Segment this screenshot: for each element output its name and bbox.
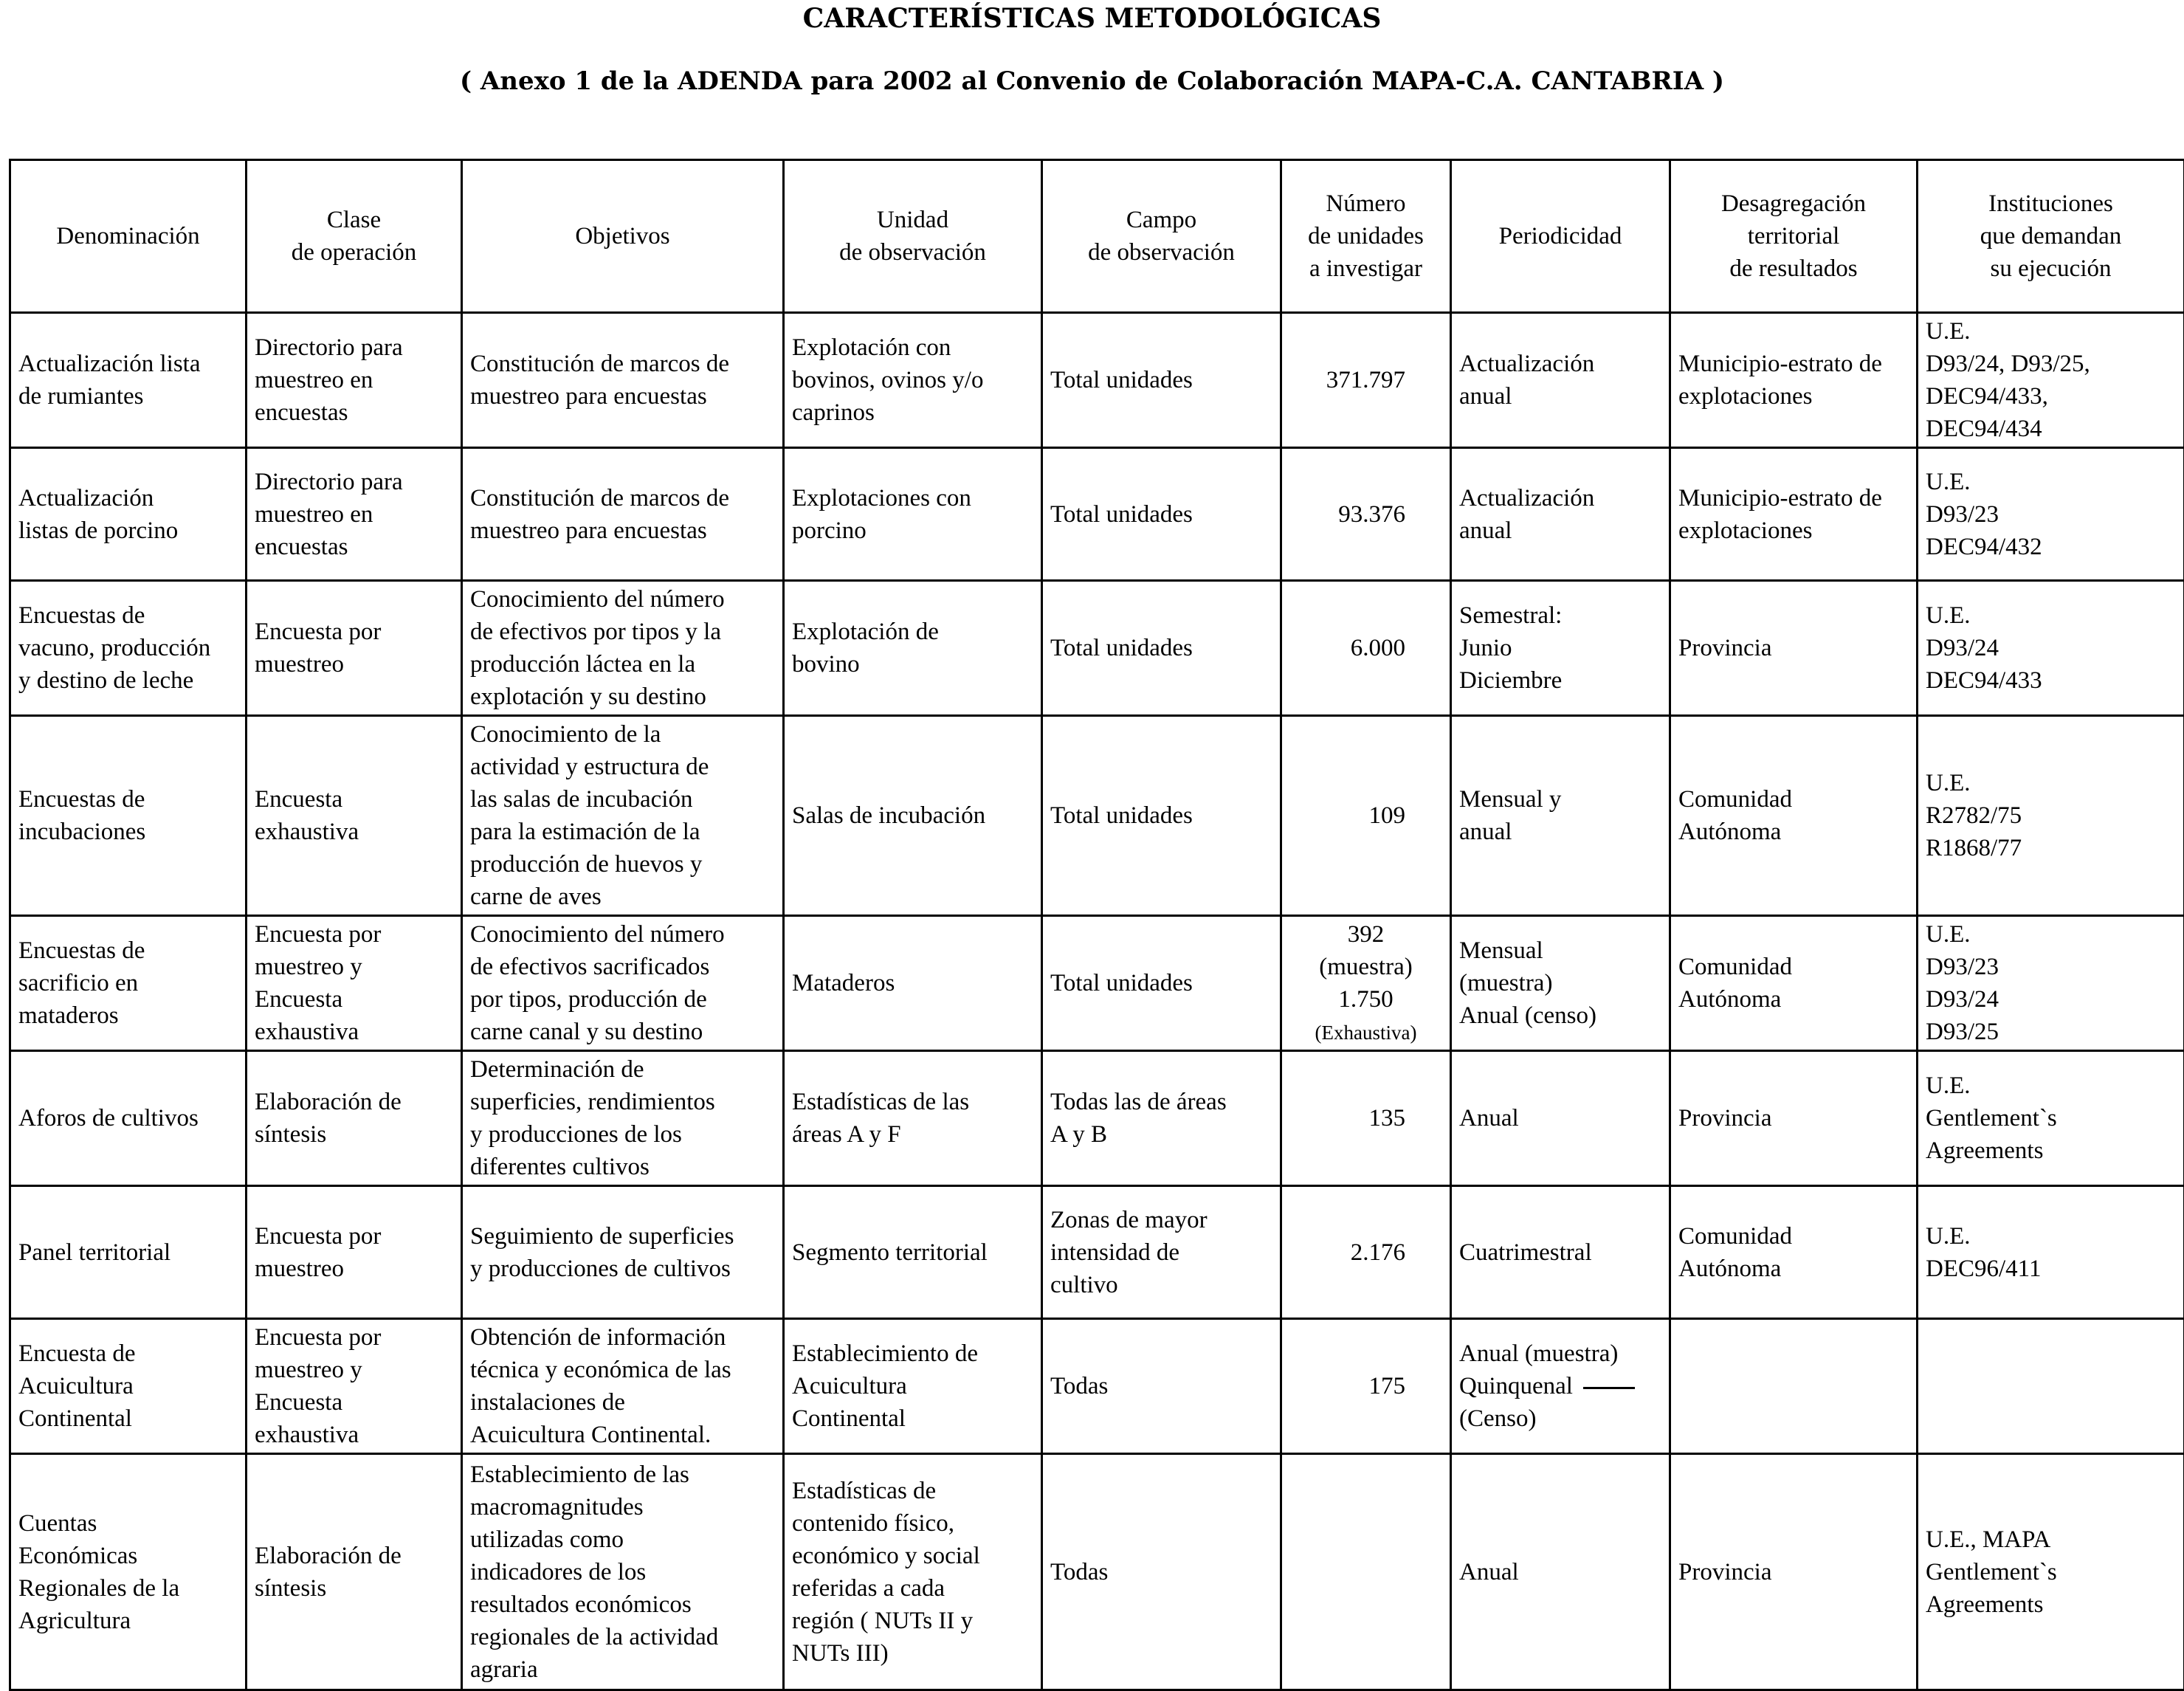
cell-objetivos: Obtención de información técnica y económica de las instalaciones de Acuicultura Continental. xyxy=(462,1319,784,1454)
cell-numero xyxy=(1281,1454,1451,1690)
cell-periodicidad xyxy=(1451,1319,1670,1454)
cell-desagregacion: Provincia xyxy=(1670,1454,1918,1690)
cell-clase: Elaboración de síntesis xyxy=(247,1454,462,1690)
cell-objetivos: Conocimiento del número de efectivos por tipos y la producción láctea en la explotación y su destino xyxy=(462,581,784,716)
cell-denominacion: Cuentas Económicas Regionales de la Agricultura xyxy=(10,1454,247,1690)
cell-campo: Todas las de áreas A y B xyxy=(1042,1051,1281,1186)
cell-objetivos: Seguimiento de superficies y producciones de cultivos xyxy=(462,1186,784,1319)
cell-periodicidad: Mensual y anual xyxy=(1451,716,1670,916)
methodology-table xyxy=(9,159,2184,1691)
cell-desagregacion: Comunidad Autónoma xyxy=(1670,1186,1918,1319)
cell-clase: Encuesta por muestreo y Encuesta exhaustiva xyxy=(247,916,462,1051)
periodicidad-quinquenal: Quinquenal xyxy=(1459,1373,1573,1399)
cell-denominacion: Encuesta de Acuicultura Continental xyxy=(10,1319,247,1454)
header-unidad: Unidad de observación xyxy=(784,160,1042,313)
cell-unidad: Explotaciones con porcino xyxy=(784,448,1042,581)
table-row xyxy=(10,716,2184,916)
header-objetivos: Objetivos xyxy=(462,160,784,313)
cell-unidad: Establecimiento de Acuicultura Continental xyxy=(784,1319,1042,1454)
cell-campo: Zonas de mayor intensidad de cultivo xyxy=(1042,1186,1281,1319)
cell-objetivos: Conocimiento del número de efectivos sacrificados por tipos, producción de carne canal y su destino xyxy=(462,916,784,1051)
cell-periodicidad: Mensual (muestra) Anual (censo) xyxy=(1451,916,1670,1051)
numero-muestra: 392 (muestra) 1.750 xyxy=(1319,921,1412,1013)
cell-denominacion: Aforos de cultivos xyxy=(10,1051,247,1186)
cell-periodicidad: Anual xyxy=(1451,1454,1670,1690)
cell-periodicidad: Anual xyxy=(1451,1051,1670,1186)
cell-unidad: Segmento territorial xyxy=(784,1186,1042,1319)
header-periodicidad: Periodicidad xyxy=(1451,160,1670,313)
cell-unidad: Estadísticas de las áreas A y F xyxy=(784,1051,1042,1186)
header-row xyxy=(10,160,2184,313)
cell-clase: Elaboración de síntesis xyxy=(247,1051,462,1186)
cell-unidad: Explotación con bovinos, ovinos y/o caprinos xyxy=(784,313,1042,448)
cell-clase: Encuesta por muestreo xyxy=(247,1186,462,1319)
cell-clase: Encuesta por muestreo xyxy=(247,581,462,716)
numero-exhaustiva: (Exhaustiva) xyxy=(1315,1022,1417,1044)
cell-periodicidad: Actualización anual xyxy=(1451,313,1670,448)
cell-instituciones: U.E. D93/23 D93/24 D93/25 xyxy=(1918,916,2184,1051)
table-row xyxy=(10,313,2184,448)
page-subtitle: ( Anexo 1 de la ADENDA para 2002 al Convenio de Colaboración MAPA-C.A. CANTABRIA ) xyxy=(0,66,2184,96)
cell-objetivos: Constitución de marcos de muestreo para encuestas xyxy=(462,448,784,581)
cell-numero: 93.376 xyxy=(1281,448,1451,581)
cell-objetivos: Constitución de marcos de muestreo para encuestas xyxy=(462,313,784,448)
cell-unidad: Explotación de bovino xyxy=(784,581,1042,716)
cell-desagregacion: Provincia xyxy=(1670,1051,1918,1186)
header-instituciones: Instituciones que demandan su ejecución xyxy=(1918,160,2184,313)
cell-numero: 371.797 xyxy=(1281,313,1451,448)
cell-periodicidad: Actualización anual xyxy=(1451,448,1670,581)
cell-campo: Todas xyxy=(1042,1454,1281,1690)
cell-campo: Total unidades xyxy=(1042,916,1281,1051)
table-row xyxy=(10,916,2184,1051)
cell-instituciones: U.E. D93/23 DEC94/432 xyxy=(1918,448,2184,581)
cell-numero: 135 xyxy=(1281,1051,1451,1186)
header-numero: Número de unidades a investigar xyxy=(1281,160,1451,313)
cell-objetivos: Determinación de superficies, rendimientos y producciones de los diferentes cultivos xyxy=(462,1051,784,1186)
table-row xyxy=(10,448,2184,581)
header-denominacion: Denominación xyxy=(10,160,247,313)
periodicidad-censo: (Censo) xyxy=(1459,1405,1536,1432)
cell-desagregacion: Comunidad Autónoma xyxy=(1670,916,1918,1051)
cell-instituciones: U.E. R2782/75 R1868/77 xyxy=(1918,716,2184,916)
cell-desagregacion: Municipio-estrato de explotaciones xyxy=(1670,313,1918,448)
cell-clase: Directorio para muestreo en encuestas xyxy=(247,313,462,448)
cell-clase: Encuesta exhaustiva xyxy=(247,716,462,916)
page-title: CARACTERÍSTICAS METODOLÓGICAS xyxy=(0,3,2184,34)
cell-instituciones: U.E. DEC96/411 xyxy=(1918,1186,2184,1319)
cell-desagregacion: Comunidad Autónoma xyxy=(1670,716,1918,916)
cell-clase: Encuesta por muestreo y Encuesta exhaustiva xyxy=(247,1319,462,1454)
cell-objetivos: Establecimiento de las macromagnitudes utilizadas como indicadores de los resultados económicos regionales de la actividad agraria xyxy=(462,1454,784,1690)
table-row xyxy=(10,1319,2184,1454)
cell-numero: 6.000 xyxy=(1281,581,1451,716)
periodicidad-muestra: Anual (muestra) xyxy=(1459,1340,1618,1367)
cell-numero xyxy=(1281,916,1451,1051)
table-row xyxy=(10,1051,2184,1186)
cell-desagregacion xyxy=(1670,1319,1918,1454)
header-desagregacion: Desagregación territorial de resultados xyxy=(1670,160,1918,313)
cell-campo: Total unidades xyxy=(1042,448,1281,581)
cell-instituciones xyxy=(1918,1319,2184,1454)
dash-separator xyxy=(1583,1387,1635,1389)
cell-denominacion: Encuestas de vacuno, producción y destino de leche xyxy=(10,581,247,716)
cell-campo: Total unidades xyxy=(1042,716,1281,916)
cell-denominacion: Actualización listas de porcino xyxy=(10,448,247,581)
cell-objetivos: Conocimiento de la actividad y estructura de las salas de incubación para la estimación de la producción de huevos y carne de aves xyxy=(462,716,784,916)
cell-campo: Todas xyxy=(1042,1319,1281,1454)
cell-campo: Total unidades xyxy=(1042,313,1281,448)
cell-instituciones: U.E. Gentlement`s Agreements xyxy=(1918,1051,2184,1186)
cell-instituciones: U.E., MAPA Gentlement`s Agreements xyxy=(1918,1454,2184,1690)
cell-instituciones: U.E. D93/24, D93/25, DEC94/433, DEC94/434 xyxy=(1918,313,2184,448)
table-row xyxy=(10,581,2184,716)
cell-periodicidad: Cuatrimestral xyxy=(1451,1186,1670,1319)
cell-desagregacion: Municipio-estrato de explotaciones xyxy=(1670,448,1918,581)
cell-campo: Total unidades xyxy=(1042,581,1281,716)
cell-numero: 2.176 xyxy=(1281,1186,1451,1319)
cell-numero: 175 xyxy=(1281,1319,1451,1454)
cell-periodicidad: Semestral: Junio Diciembre xyxy=(1451,581,1670,716)
cell-instituciones: U.E. D93/24 DEC94/433 xyxy=(1918,581,2184,716)
cell-denominacion: Encuestas de incubaciones xyxy=(10,716,247,916)
header-clase: Clase de operación xyxy=(247,160,462,313)
cell-denominacion: Encuestas de sacrificio en mataderos xyxy=(10,916,247,1051)
cell-clase: Directorio para muestreo en encuestas xyxy=(247,448,462,581)
header-campo: Campo de observación xyxy=(1042,160,1281,313)
table-row xyxy=(10,1186,2184,1319)
cell-denominacion: Actualización lista de rumiantes xyxy=(10,313,247,448)
cell-unidad: Estadísticas de contenido físico, económico y social referidas a cada región ( NUTs II y NUTs III) xyxy=(784,1454,1042,1690)
cell-numero: 109 xyxy=(1281,716,1451,916)
cell-unidad: Salas de incubación xyxy=(784,716,1042,916)
cell-denominacion: Panel territorial xyxy=(10,1186,247,1319)
cell-unidad: Mataderos xyxy=(784,916,1042,1051)
table-row xyxy=(10,1454,2184,1690)
cell-desagregacion: Provincia xyxy=(1670,581,1918,716)
